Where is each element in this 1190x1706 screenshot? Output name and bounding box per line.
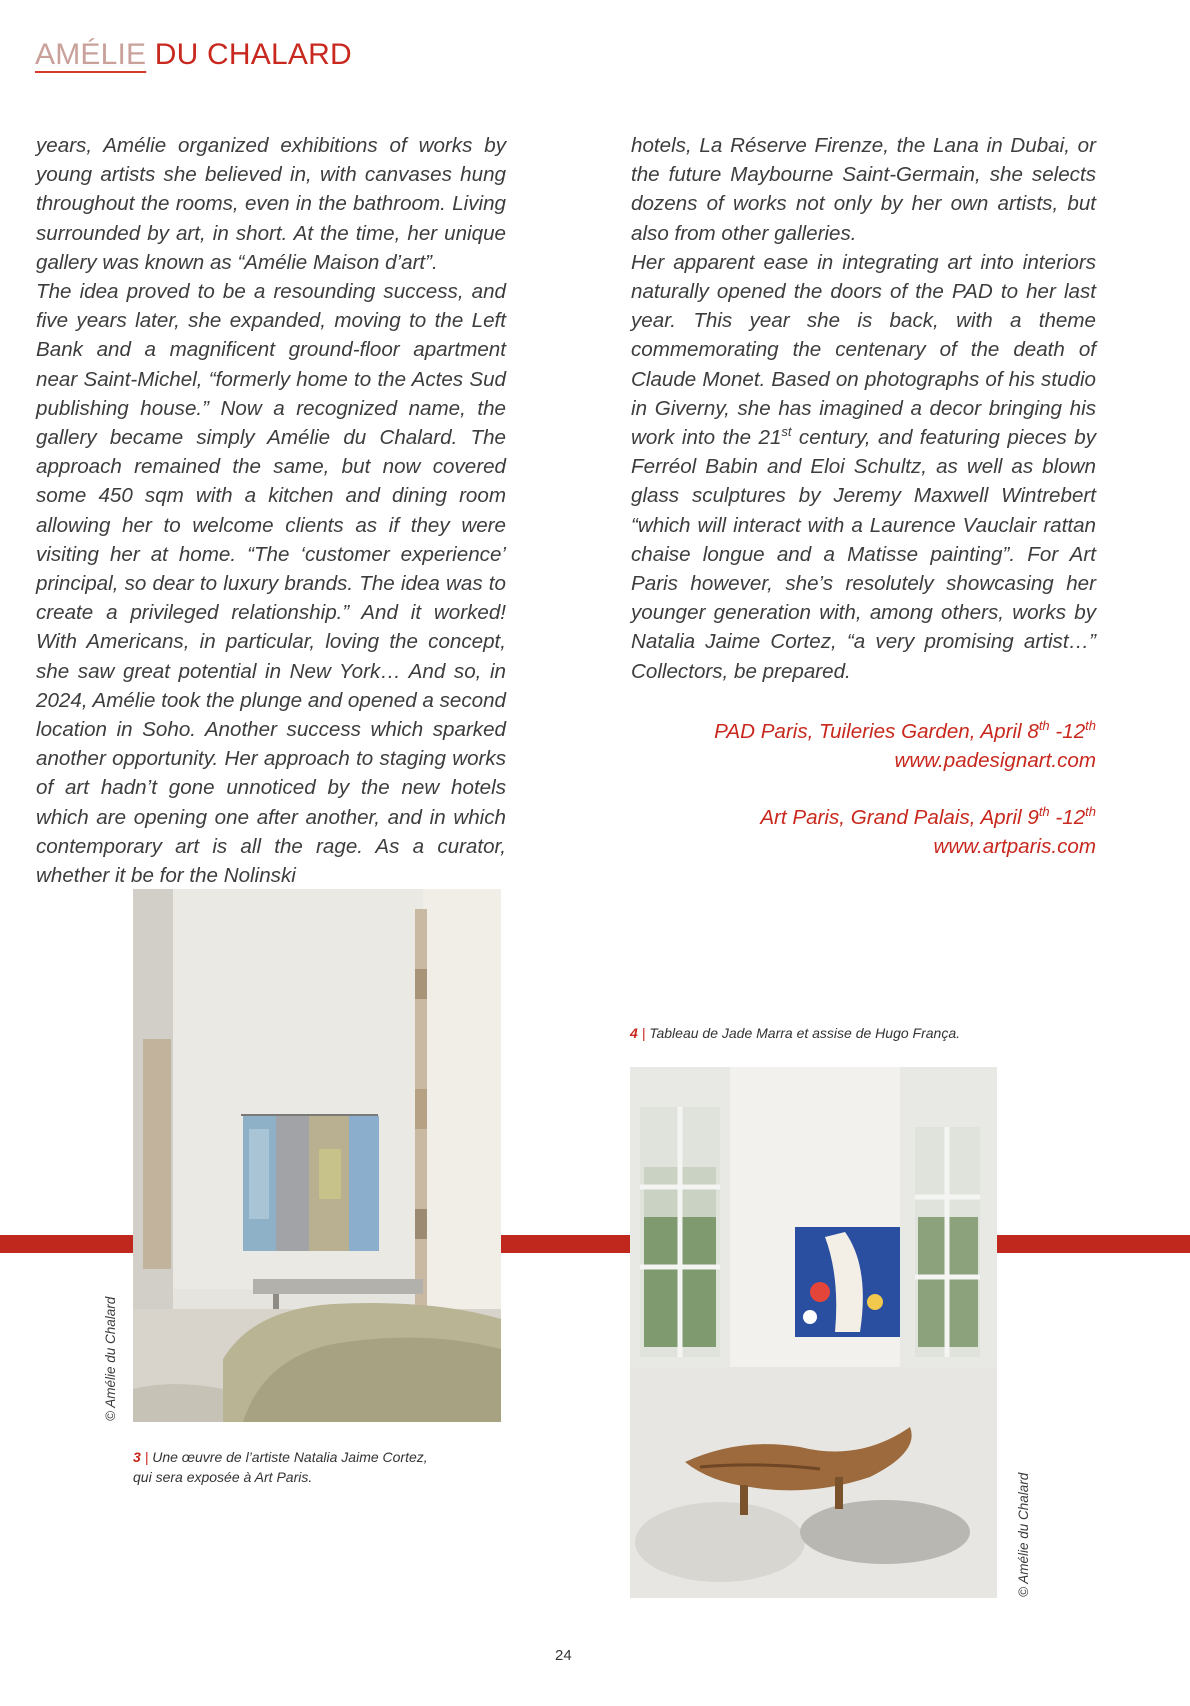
right-paragraph-2-sup: st xyxy=(781,424,792,440)
header-first-name: AMÉLIE xyxy=(35,38,147,71)
event-artparis-url[interactable]: www.artparis.com xyxy=(933,835,1096,858)
header-last-name: DU CHALARD xyxy=(154,38,352,71)
left-paragraph-2: The idea proved to be a resounding success, and five years later, she expanded, moving to the Left Bank and a magnificent ground-floor apartment near Saint-Michel, “formerly home to the Actes Sud publishing house.” Now a recognized name, the gallery became simply Amélie du Chalard. The approach remained the same, but now covered some 450 sqm with a kitchen and dining room allowing her to welcome clients as if they were visiting her at home. “The ‘customer experience’ principal, so dear to luxury brands. The idea was to create a privileged relationship.” And it worked! With Americans, in particular, loving the concept, she saw great potential in New York… And so, in 2024, Amélie took the plunge and opened a second location in Soho. Another success which sparked another opportunity. Her approach to staging works of art hadn’t gone unnoticed by the new hotels which are opening one after another, and in which contemporary art is all the rage. As a curator, whether it be for the Nolinski xyxy=(36,280,506,888)
page-number: 24 xyxy=(555,1647,572,1664)
photo4-caption-text: Tableau de Jade Marra et assise de Hugo França. xyxy=(649,1025,960,1041)
red-bar-left xyxy=(0,1235,133,1253)
photo3-credit: © Amélie du Chalard xyxy=(103,1296,118,1421)
right-column xyxy=(631,131,1096,686)
photo-natalia-jaime-cortez xyxy=(133,889,501,1422)
event-artparis-title: Art Paris, Grand Palais, April 9th -12th xyxy=(760,804,1096,829)
photo4-caption: 4 | Tableau de Jade Marra et assise de Hugo França. xyxy=(630,1025,960,1041)
event-pad-title: PAD Paris, Tuileries Garden, April 8th -12th xyxy=(714,718,1096,743)
page-header xyxy=(35,38,352,72)
event-pad-paris xyxy=(714,717,1096,775)
right-paragraph-1: hotels, La Réserve Firenze, the Lana in Dubai, or the future Maybourne Saint-Germain, she selects dozens of works not only by her own artists, but also from other galleries. xyxy=(631,134,1096,245)
red-bar-right xyxy=(997,1235,1190,1253)
photo4-caption-number: 4 xyxy=(630,1025,638,1041)
event-art-paris xyxy=(760,803,1096,861)
photo3-caption-line1: Une œuvre de l’artiste Natalia Jaime Cortez, xyxy=(152,1449,428,1465)
event-pad-url[interactable]: www.padesignart.com xyxy=(894,749,1096,772)
photo3-caption-line2: qui sera exposée à Art Paris. xyxy=(133,1469,313,1485)
right-paragraph-2 xyxy=(631,248,1096,686)
right-paragraph-2-start: Her apparent ease in integrating art into interiors naturally opened the doors of the PAD to her last year. This year she is back, with a theme commemorating the centenary of the death of Claude Monet. Based on photographs of his studio in Giverny, she has imagined a decor bringing his work into the 21 xyxy=(631,250,1096,450)
left-column xyxy=(36,131,506,890)
photo-jade-marra-hugo-franca xyxy=(630,1067,997,1598)
red-bar-middle xyxy=(501,1235,630,1253)
right-paragraph-2-end: century, and featuring pieces by Ferréol Babin and Eloi Schultz, as well as blown glass sculptures by Jeremy Maxwell Wintrebert “which will interact with a Laurence Vauclair rattan chaise longue and a Matisse painting”. For Art Paris however, she’s resolutely showcasing her younger generation with, among others, works by Natalia Jaime Cortez, “a very promising artist…” Collectors, be prepared. xyxy=(631,426,1096,683)
photo3-caption-number: 3 xyxy=(133,1449,141,1465)
photo3-caption: 3 | Une œuvre de l’artiste Natalia Jaime Cortez, qui sera exposée à Art Paris. xyxy=(133,1449,428,1485)
left-paragraph-1: years, Amélie organized exhibitions of works by young artists she believed in, with canvases hung throughout the rooms, even in the bathroom. Living surrounded by art, in short. At the time, her unique gallery was known as “Amélie Maison d’art”. xyxy=(36,134,506,274)
photo4-credit: © Amélie du Chalard xyxy=(1016,1472,1031,1597)
